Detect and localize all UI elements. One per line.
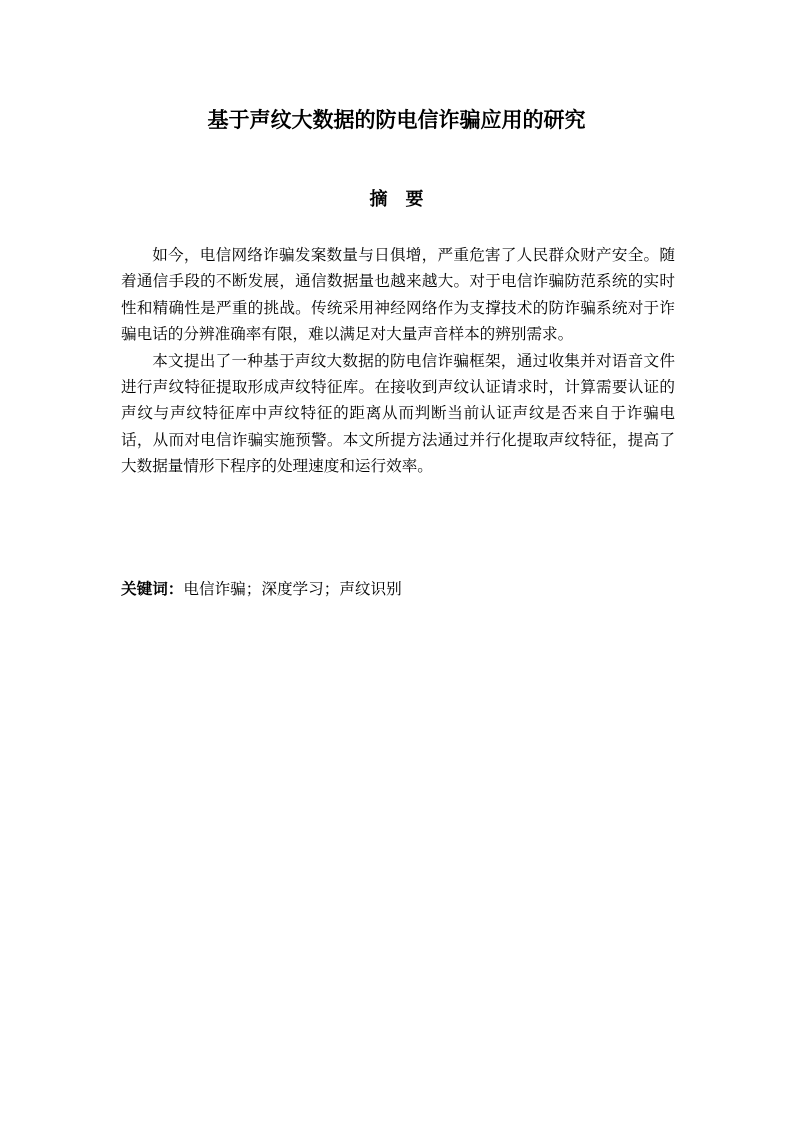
paper-title: 基于声纹大数据的防电信诈骗应用的研究 xyxy=(207,108,586,132)
abstract-heading xyxy=(0,186,793,214)
abstract-body xyxy=(121,242,675,480)
abstract-heading-char-2: 要 xyxy=(405,189,424,210)
abstract-paragraph-1: 如今，电信网络诈骗发案数量与日俱增，严重危害了人民群众财产安全。随着通信手段的不断发展，通信数据量也越来越大。对于电信诈骗防范系统的实时性和精确性是严重的挑战。传统采用神经网络作为支撑技术的防诈骗系统对于诈骗电话的分辨准确率有限，难以满足对大量声音样本的辨别需求。 xyxy=(121,246,675,344)
keywords-text: 电信诈骗；深度学习；声纹识别 xyxy=(183,580,402,598)
keywords-line xyxy=(121,576,675,602)
abstract-paragraph-2: 本文提出了一种基于声纹大数据的防电信诈骗框架，通过收集并对语音文件进行声纹特征提取形成声纹特征库。在接收到声纹认证请求时，计算需要认证的声纹与声纹特征库中声纹特征的距离从而判断当前认证声纹是否来自于诈骗电话，从而对电信诈骗实施预警。本文所提方法通过并行化提取声纹特征，提高了大数据量情形下程序的处理速度和运行效率。 xyxy=(121,351,675,476)
abstract-heading-char-1: 摘 xyxy=(369,189,388,210)
keywords-label: 关键词： xyxy=(121,580,184,598)
